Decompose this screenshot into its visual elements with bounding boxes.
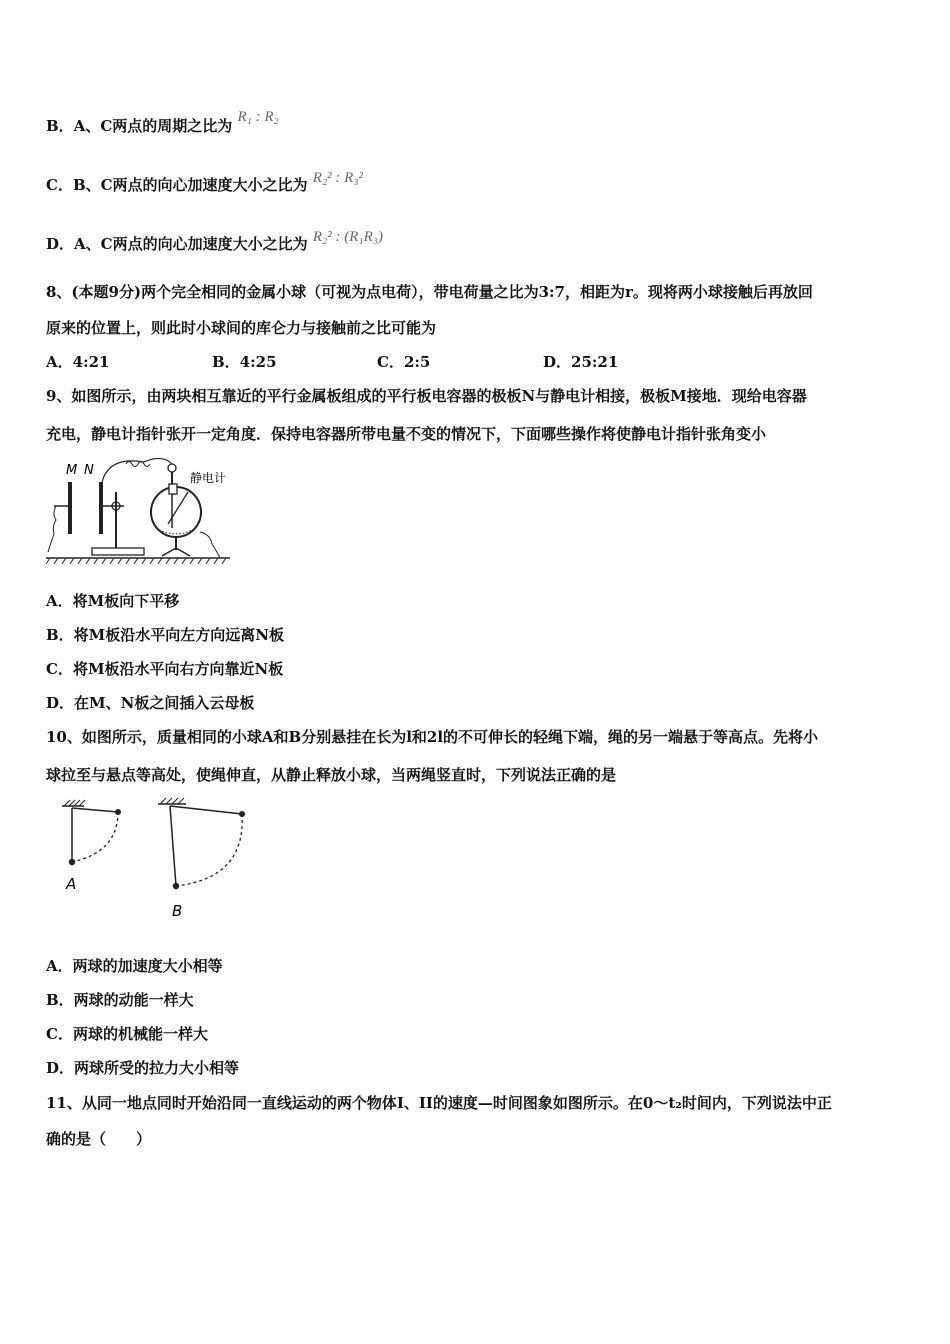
- ceiling-b-hatch: [160, 798, 184, 804]
- string-b-vertical: [170, 806, 176, 886]
- q7-option-b-math: R₁ : R₂: [237, 109, 279, 125]
- electrometer-capacitor-figure: [44, 448, 244, 570]
- q8-line-1: 8、(本题9分)两个完全相同的金属小球（可视为点电荷），带电荷量之比为3:7，相距为r。现将两小球接触后再放回: [46, 283, 813, 301]
- label-m: M: [66, 463, 78, 478]
- plate-n: [99, 482, 103, 534]
- ground-hatch: [46, 558, 226, 564]
- q9-option-c: C．将M板沿水平向右方向靠近N板: [46, 660, 284, 678]
- q10-line-1: 10、如图所示，质量相同的小球A和B分别悬挂在长为l和2l的不可伸长的轻绳下端，绳的另一端悬于等高点。先将小: [46, 728, 819, 746]
- q8-line-2: 原来的位置上，则此时小球间的库仑力与接触前之比可能为: [46, 319, 437, 337]
- electrometer-leg-right: [176, 548, 190, 556]
- connecting-wire: [102, 458, 172, 482]
- q10-option-a: A．两球的加速度大小相等: [46, 957, 223, 975]
- q7-option-c: [46, 170, 364, 195]
- electrometer-label: 静电计: [190, 471, 227, 485]
- q7-option-b-text: B．A、C两点的周期之比为: [46, 117, 233, 135]
- q7-option-d-text: D．A、C两点的向心加速度大小之比为: [46, 235, 308, 253]
- q7-option-d-math: R₂² : (R₁R₃): [312, 229, 383, 245]
- q7-option-c-math: R₂² : R₃²: [312, 170, 364, 186]
- label-b: B: [172, 902, 183, 920]
- electrometer-needle: [168, 492, 188, 524]
- label-n: N: [84, 463, 94, 478]
- q9-option-d: D．在M、N板之间插入云母板: [46, 694, 255, 712]
- q10-option-c: C．两球的机械能一样大: [46, 1025, 208, 1043]
- ground-wire-m: [48, 506, 56, 552]
- q8-option-d: D．25:21: [543, 353, 619, 371]
- q8-option-a: A．4:21: [46, 353, 110, 371]
- string-a-horizontal: [72, 808, 118, 812]
- electrometer-neck: [169, 484, 177, 494]
- q9-line-1: 9、如图所示，由两块相互靠近的平行金属板组成的平行板电容器的极板N与静电计相接，极板M接地．现给电容器: [46, 387, 807, 405]
- q10-option-b: B．两球的动能一样大: [46, 991, 194, 1009]
- q11-line-1: 11、从同一地点同时开始沿同一直线运动的两个物体I、II的速度—时间图象如图所示。在0～t₂时间内，下列说法中正: [46, 1094, 832, 1112]
- stand-base: [92, 548, 144, 555]
- q7-option-d: [46, 229, 383, 254]
- label-a: A: [66, 875, 77, 893]
- path-b: [176, 814, 242, 886]
- q8-option-c: C．2:5: [377, 353, 431, 371]
- q11-line-2: 确的是（ ）: [46, 1130, 152, 1148]
- q9-option-a: A．将M板向下平移: [46, 592, 180, 610]
- ground-wire-meter: [200, 532, 220, 558]
- wire-coil: [126, 462, 150, 467]
- q10-option-d: D．两球所受的拉力大小相等: [46, 1059, 240, 1077]
- q9-option-b: B．将M板沿水平向左方向远离N板: [46, 626, 284, 644]
- plate-m: [68, 482, 72, 534]
- q9-line-2: 充电，静电计指针张开一定角度．保持电容器所带电量不变的情况下，下面哪些操作将使静电计指针张角变小: [46, 425, 767, 443]
- string-b-horizontal: [170, 806, 242, 814]
- path-a: [72, 812, 118, 862]
- electrometer-knob: [168, 464, 176, 472]
- pendulum-figure: [56, 796, 256, 922]
- ceiling-a-hatch: [64, 800, 85, 806]
- q8-option-b: B．4:25: [212, 353, 277, 371]
- electrometer-leg-left: [162, 548, 176, 556]
- q10-line-2: 球拉至与悬点等高处，使绳伸直，从静止释放小球，当两绳竖直时，下列说法正确的是: [46, 766, 617, 784]
- q7-option-b: [46, 109, 279, 136]
- q7-option-c-text: C．B、C两点的向心加速度大小之比为: [46, 176, 308, 194]
